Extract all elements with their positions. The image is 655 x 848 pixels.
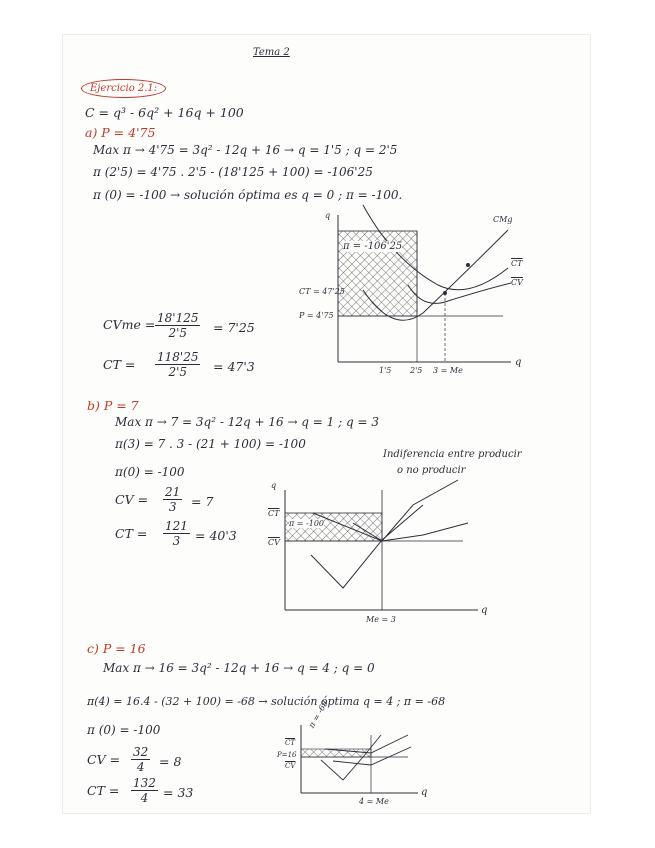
graph-a-y-axis: q [325, 211, 331, 220]
graph-a-x-tick-3: 3 = Me [433, 366, 463, 375]
part-c-line2: π(4) = 16.4 - (32 + 100) = -68 → solución óptima q = 4 ; π = -68 [87, 695, 446, 708]
graph-a-cv-label: $\overline{CV}$ [511, 278, 523, 287]
graph-b-y-tick-ct: $\overline{CT}$ [268, 509, 280, 518]
graph-a-x-axis: q [515, 357, 522, 368]
graph-b-x-axis: q [481, 605, 488, 616]
part-b-cv-den: 3 [168, 500, 177, 514]
part-a-cvme-result: = 7'25 [213, 320, 255, 335]
page-title: Tema 2 [253, 47, 290, 58]
graph-a-profit-label: π = -106'25 [343, 241, 403, 252]
part-c-cv-den: 4 [136, 760, 145, 774]
part-c-cv-result: = 8 [159, 754, 182, 769]
part-b-ct-label: CT = [115, 526, 148, 541]
part-a-ct-num: 118'25 [157, 350, 199, 364]
graph-c-profit-label: π = -68 [307, 699, 330, 730]
graph-c-cmg-curve [321, 735, 381, 780]
part-b-heading: b) P = 7 [87, 398, 139, 413]
graph-a-y-tick-price: P = 4'75 [299, 311, 334, 320]
graph-c-y-tick-ct: $\overline{CT}$ [285, 739, 296, 747]
graph-a-cmg-label: CMg [493, 215, 513, 224]
part-a-line3: π (0) = -100 → solución óptima es q = 0 ; π = -100. [93, 188, 403, 202]
part-a-cvme-num: 18'125 [157, 311, 199, 325]
part-b-line3: π(0) = -100 [115, 465, 185, 479]
part-b-cv-num: 21 [165, 485, 181, 499]
graph-b-x-tick: Me = 3 [366, 615, 396, 624]
part-a-cvme-label: CVme = [103, 317, 156, 332]
notebook-page [63, 35, 590, 813]
part-a-line2: π (2'5) = 4'75 . 2'5 - (18'125 + 100) = -106'25 [93, 165, 373, 179]
part-b-cv-result: = 7 [191, 494, 214, 509]
part-b-ct-num: 121 [165, 519, 188, 533]
part-c-ct-num: 132 [133, 776, 156, 790]
exercise-label: Ejercicio 2.1: [81, 79, 166, 98]
part-b-cv-label: CV = [115, 492, 149, 507]
part-c-cv-label: CV = [87, 752, 121, 767]
cost-function: C = q³ - 6q² + 16q + 100 [85, 105, 244, 120]
graph-a-x-tick-1: 1'5 [379, 366, 392, 375]
part-b-ct-den: 3 [172, 534, 181, 548]
graph-c-y-tick-p: P=16 [277, 751, 297, 759]
part-c-cv-num: 32 [133, 745, 149, 759]
part-c-heading: c) P = 16 [87, 641, 146, 656]
part-a-ct-den: 2'5 [168, 365, 188, 379]
graph-a-y-tick-ct: CT = 47'25 [299, 287, 345, 296]
part-c-line1: Max π → 16 = 3q² - 12q + 16 → q = 4 ; q = 0 [103, 661, 375, 675]
graph-a-ct-label: $\overline{CT}$ [511, 259, 523, 268]
part-b-line2: π(3) = 7 . 3 - (21 + 100) = -100 [115, 437, 306, 451]
graph-b-y-axis: q [271, 481, 277, 490]
part-c-ct-den: 4 [140, 791, 149, 805]
part-a-heading: a) P = 4'75 [85, 125, 156, 140]
graph-c [63, 35, 590, 813]
graph-b-y-tick-cv: $\overline{CV}$ [268, 538, 280, 547]
part-c-line3: π (0) = -100 [87, 723, 161, 737]
graph-c-y-tick-cv: $\overline{CV}$ [285, 762, 296, 770]
part-c-ct-label: CT = [87, 783, 120, 798]
part-b-line1: Max π → 7 = 3q² - 12q + 16 → q = 1 ; q = 3 [115, 415, 379, 429]
graph-c-x-axis: q [421, 787, 428, 798]
graph-c-x-tick: 4 = Me [359, 797, 389, 806]
part-b-note-line1: Indiferencia entre producir [383, 449, 522, 460]
part-a-line1: Max π → 4'75 = 3q² - 12q + 16 → q = 1'5 ; q = 2'5 [93, 143, 398, 157]
part-a-ct-label: CT = [103, 357, 136, 372]
part-b-ct-result: = 40'3 [195, 528, 237, 543]
part-a-ct-result: = 47'3 [213, 359, 255, 374]
graph-a-x-tick-2: 2'5 [410, 366, 423, 375]
part-b-note-line2: o no producir [397, 465, 466, 476]
graph-c-axes [301, 725, 418, 793]
part-c-ct-result: = 33 [163, 785, 194, 800]
part-a-cvme-den: 2'5 [168, 326, 188, 340]
graph-b-profit-label: π = -100 [289, 519, 325, 528]
